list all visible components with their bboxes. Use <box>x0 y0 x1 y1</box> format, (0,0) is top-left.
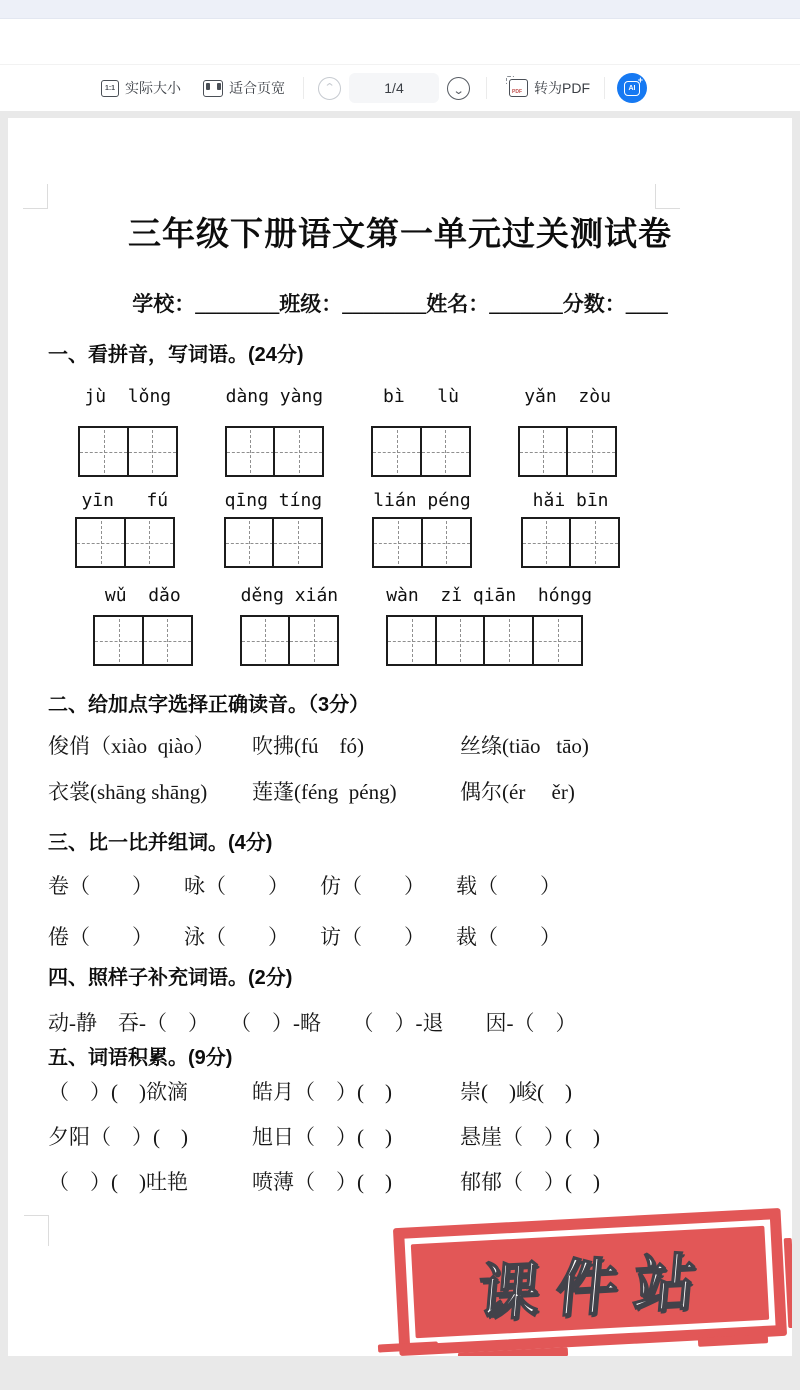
hanzi-writing-grid <box>518 426 618 477</box>
hanzi-writing-grid <box>75 517 175 568</box>
grid-guide-line <box>129 452 176 453</box>
tianzige-cell <box>371 426 422 477</box>
word-blank-item: （ ）( )欲滴 <box>48 1080 188 1104</box>
tianzige-cell <box>569 517 620 568</box>
previous-page-button[interactable] <box>318 77 341 100</box>
pinyin-grid-row <box>8 385 792 477</box>
word-blank-item: 郁郁（ ）( ) <box>460 1170 600 1194</box>
tianzige-cell <box>225 426 276 477</box>
tianzige-cell <box>288 615 339 666</box>
hanzi-writing-grid <box>225 426 325 477</box>
pinyin-label: wàn zǐ qiān hóngg <box>386 585 593 606</box>
convert-to-pdf-label: 转为PDF <box>534 80 590 96</box>
tianzige-cell <box>127 426 178 477</box>
grid-guide-line <box>227 452 274 453</box>
pinyin-row <box>8 385 792 409</box>
grid-guide-line <box>423 543 470 544</box>
grid-guide-line <box>437 641 484 642</box>
browser-top-strip <box>0 0 800 19</box>
toolbar-divider <box>604 77 605 99</box>
toolbar-divider <box>303 77 304 99</box>
pinyin-label: hǎi bīn <box>532 490 609 511</box>
question-row <box>48 1076 772 1102</box>
fit-width-button[interactable] <box>203 78 285 98</box>
grid-guide-line <box>388 641 435 642</box>
grid-guide-line <box>80 452 127 453</box>
question-row <box>48 730 772 756</box>
grid-guide-line <box>520 452 567 453</box>
fit-width-icon <box>203 80 223 97</box>
tianzige-cell <box>421 517 472 568</box>
pronunciation-item: 吹拂(fú fó) <box>252 734 364 758</box>
pronunciation-item: 丝绦(tiāo tāo) <box>460 734 589 758</box>
pronunciation-item: 莲蓬(féng péng) <box>252 780 397 804</box>
tianzige-cell <box>273 426 324 477</box>
hanzi-writing-grid <box>78 426 178 477</box>
pinyin-label: wǔ dǎo <box>104 585 181 606</box>
crop-mark-top-right <box>655 184 680 209</box>
tianzige-cell <box>521 517 572 568</box>
word-blank-item: （ ）( )吐艳 <box>48 1170 188 1194</box>
header-spacer <box>0 19 800 64</box>
tianzige-cell <box>386 615 437 666</box>
tianzige-cell <box>372 517 423 568</box>
section-1-heading: 一、看拼音，写词语。(24分) <box>48 344 304 366</box>
grid-row <box>8 615 792 666</box>
stamp-background <box>411 1226 769 1338</box>
tianzige-cell <box>93 615 144 666</box>
hanzi-writing-grid <box>521 517 621 568</box>
tianzige-cell <box>272 517 323 568</box>
pinyin-grid-row <box>8 489 792 568</box>
grid-guide-line <box>242 641 289 642</box>
fit-width-label: 适合页宽 <box>229 80 285 96</box>
grid-row <box>8 517 792 568</box>
question-row <box>48 1166 772 1192</box>
grid-guide-line <box>274 543 321 544</box>
grid-guide-line <box>95 641 142 642</box>
tianzige-cell <box>240 615 291 666</box>
word-blank-item: 仿（ ） <box>320 874 425 898</box>
grid-guide-line <box>77 543 124 544</box>
question-row <box>48 921 772 951</box>
grid-guide-line <box>374 543 421 544</box>
word-blank-item: 皓月（ ）( ) <box>252 1080 392 1104</box>
pinyin-row <box>8 489 792 513</box>
chevron-down-icon: ⌃ <box>452 82 465 95</box>
pinyin-row <box>8 584 792 608</box>
word-accumulation-section <box>48 1076 772 1211</box>
word-blank-item: 夕阳（ ）( ) <box>48 1125 188 1149</box>
actual-size-button[interactable] <box>101 78 181 98</box>
student-info-line: 学校：________班级：________姓名：_______分数：____ <box>132 292 668 316</box>
pinyin-label: bì lù <box>383 386 459 407</box>
grid-guide-line <box>373 452 420 453</box>
word-blank-item: 咏（ ） <box>184 874 289 898</box>
toolbar-divider <box>486 77 487 99</box>
pdf-page <box>8 118 792 1356</box>
grid-row <box>8 426 792 477</box>
grid-guide-line <box>290 641 337 642</box>
grid-guide-line <box>534 641 581 642</box>
complete-words-row: 动-静 吞-（ ） （ ）-略 （ ）-退 因-（ ） <box>48 1011 577 1035</box>
pdf-viewer-toolbar <box>0 64 800 112</box>
next-page-button[interactable] <box>447 77 470 100</box>
pinyin-label: yīn fú <box>81 490 169 511</box>
convert-to-pdf-button[interactable] <box>509 78 590 98</box>
pinyin-label: lián péng <box>373 490 471 511</box>
pronunciation-item: 俊俏（xiào qiào） <box>48 734 215 758</box>
viewer-background <box>0 111 800 1390</box>
grid-guide-line <box>568 452 615 453</box>
crop-mark-top-left <box>23 184 48 209</box>
pronunciation-choice-section <box>48 730 772 822</box>
pdf-document-icon <box>509 79 528 97</box>
pinyin-label: dàng yàng <box>225 386 324 407</box>
question-row <box>48 776 772 802</box>
section-4-heading: 四、照样子补充词语。(2分) <box>48 967 293 989</box>
crop-mark-bottom-left <box>24 1215 49 1246</box>
pinyin-label: yǎn zòu <box>524 386 611 407</box>
section-2-heading: 二、给加点字选择正确读音。（3分） <box>48 694 370 716</box>
grid-guide-line <box>485 641 532 642</box>
pinyin-label: děng xián <box>240 585 339 606</box>
chevron-up-icon: ⌃ <box>323 81 336 94</box>
pinyin-grid-row <box>8 584 792 666</box>
pinyin-label: qīng tíng <box>224 490 323 511</box>
grid-guide-line <box>144 641 191 642</box>
grid-guide-line <box>126 543 173 544</box>
compare-and-form-words-section <box>48 870 772 972</box>
word-blank-item: 泳（ ） <box>184 925 289 949</box>
word-blank-item: 裁（ ） <box>456 925 561 949</box>
tianzige-cell <box>142 615 193 666</box>
tianzige-cell <box>566 426 617 477</box>
section-5-heading: 五、词语积累。(9分) <box>48 1047 233 1069</box>
word-blank-item: 喷薄（ ）( ) <box>252 1170 392 1194</box>
grid-guide-line <box>275 452 322 453</box>
word-blank-item: 悬崖（ ）( ) <box>460 1125 600 1149</box>
word-blank-item: 倦（ ） <box>48 925 153 949</box>
pinyin-writing-section <box>8 385 792 678</box>
section-3-heading: 三、比一比并组词。(4分) <box>48 832 273 854</box>
hanzi-writing-grid <box>372 517 472 568</box>
grid-guide-line <box>523 543 570 544</box>
actual-size-label: 实际大小 <box>125 80 181 96</box>
stamp-text: 课件站 <box>474 1246 715 1329</box>
word-blank-item: 卷（ ） <box>48 874 153 898</box>
tianzige-cell <box>124 517 175 568</box>
word-blank-item: 载（ ） <box>456 874 561 898</box>
page-indicator-value: 1/4 <box>384 80 404 96</box>
grid-guide-line <box>226 543 273 544</box>
pronunciation-item: 衣裳(shāng shāng) <box>48 780 208 804</box>
word-blank-item: 旭日（ ）( ) <box>252 1125 392 1149</box>
hanzi-writing-grid <box>93 615 193 666</box>
tianzige-cell <box>75 517 126 568</box>
tianzige-cell <box>483 615 534 666</box>
pinyin-label: jù lǒng <box>84 386 172 407</box>
ai-plus-icon: + <box>637 75 643 85</box>
question-row <box>48 1121 772 1147</box>
watermark-stamp <box>393 1208 787 1356</box>
question-row <box>48 870 772 900</box>
tianzige-cell <box>518 426 569 477</box>
word-blank-item: 崇( )峻( ) <box>460 1080 572 1104</box>
tianzige-cell <box>435 615 486 666</box>
hanzi-writing-grid <box>386 615 583 666</box>
tianzige-cell <box>78 426 129 477</box>
ai-assistant-button[interactable] <box>617 73 647 103</box>
grid-guide-line <box>571 543 618 544</box>
tianzige-cell <box>420 426 471 477</box>
tianzige-cell <box>224 517 275 568</box>
word-blank-item: 访（ ） <box>320 925 425 949</box>
hanzi-writing-grid <box>240 615 340 666</box>
actual-size-icon: 1:1 <box>101 80 119 97</box>
hanzi-writing-grid <box>371 426 471 477</box>
page-indicator[interactable] <box>349 73 439 103</box>
ai-icon: AI <box>624 81 640 96</box>
page-title: 三年级下册语文第一单元过关测试卷 <box>128 215 672 252</box>
tianzige-cell <box>532 615 583 666</box>
hanzi-writing-grid <box>224 517 324 568</box>
pronunciation-item: 偶尔(ér ěr) <box>460 780 575 804</box>
grid-guide-line <box>422 452 469 453</box>
